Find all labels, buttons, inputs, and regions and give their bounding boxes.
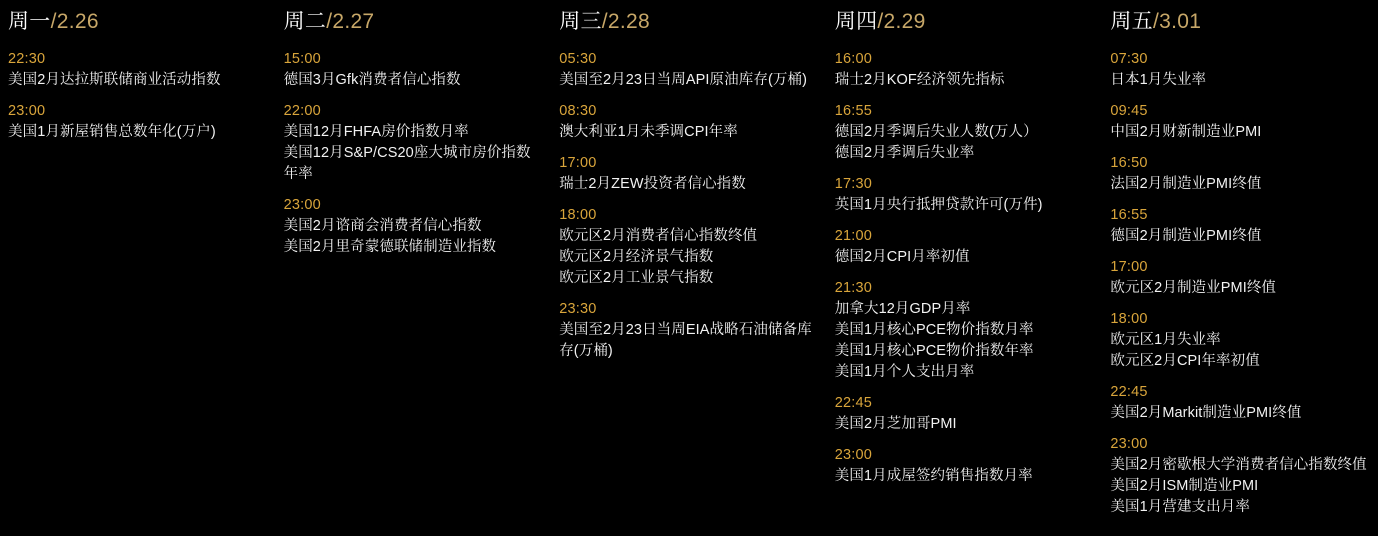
event-block [284, 102, 542, 185]
event-time: 22:45 [1110, 384, 1148, 400]
event-item: 英国1月央行抵押贷款许可(万件) [834, 197, 1043, 213]
event-block [8, 102, 266, 143]
event-items [835, 70, 1093, 91]
event-time: 23:00 [834, 447, 873, 463]
event-items [559, 122, 817, 143]
event-items [1110, 403, 1368, 424]
event-items [284, 70, 542, 91]
event-items [559, 174, 817, 195]
event-item: 欧元区1月失业率 [1110, 332, 1221, 348]
event-time: 17:00 [1110, 259, 1148, 275]
event-items [8, 70, 266, 91]
event-items [1110, 70, 1368, 91]
day-column-thursday [827, 8, 1103, 536]
event-items [8, 122, 266, 143]
event-item: 美国2月达拉斯联储商业活动指数 [8, 72, 221, 88]
event-time: 18:00 [1110, 311, 1148, 327]
event-items [559, 320, 817, 362]
event-items [1110, 122, 1368, 143]
event-block [1110, 258, 1368, 299]
event-item: 美国2月ISM制造业PMI [1110, 478, 1259, 494]
day-name: 周四 [834, 10, 878, 33]
event-block [835, 446, 1093, 487]
event-block [284, 196, 542, 258]
event-item: 美国1月核心PCE物价指数月率 [834, 322, 1034, 338]
event-time: 16:55 [1110, 207, 1148, 223]
event-item: 欧元区2月消费者信心指数终值 [559, 228, 758, 244]
event-items [1110, 330, 1368, 372]
day-date: /2.27 [326, 10, 375, 33]
event-time: 21:30 [834, 280, 873, 296]
day-date: /3.01 [1152, 10, 1202, 33]
event-time: 08:30 [559, 103, 597, 119]
event-item: 美国12月S&P/CS20座大城市房价指数年率 [283, 145, 531, 182]
event-item: 美国1月新屋销售总数年化(万户) [8, 124, 216, 140]
event-item: 美国2月芝加哥PMI [834, 416, 957, 432]
day-header-tuesday [284, 8, 542, 36]
event-time: 05:30 [559, 51, 597, 67]
event-block [1110, 206, 1368, 247]
event-item: 美国12月FHFA房价指数月率 [283, 124, 469, 140]
day-column-monday [0, 8, 276, 536]
event-block [1110, 102, 1368, 143]
event-block [559, 300, 817, 362]
day-date: /2.29 [877, 10, 926, 33]
event-item: 德国2月季调后失业人数(万人） [834, 124, 1038, 140]
event-block [1110, 50, 1368, 91]
event-items [1110, 455, 1368, 518]
event-block [559, 50, 817, 91]
event-block [835, 175, 1093, 216]
event-item: 德国3月Gfk消费者信心指数 [283, 72, 461, 88]
day-name: 周三 [559, 10, 602, 33]
event-time: 16:50 [1110, 155, 1148, 171]
event-items [835, 466, 1093, 487]
day-name: 周二 [283, 10, 327, 33]
event-items [835, 414, 1093, 435]
event-time: 17:30 [834, 176, 873, 192]
day-name: 周一 [8, 10, 51, 33]
event-item: 美国1月营建支出月率 [1110, 499, 1250, 515]
event-item: 瑞士2月KOF经济领先指标 [834, 72, 1005, 88]
event-time: 23:00 [1110, 436, 1148, 452]
event-item: 德国2月季调后失业率 [834, 145, 975, 161]
event-time: 22:00 [283, 103, 321, 119]
event-item: 德国2月制造业PMI终值 [1110, 228, 1262, 244]
day-name: 周五 [1110, 10, 1153, 33]
day-column-friday [1102, 8, 1378, 536]
event-item: 加拿大12月GDP月率 [834, 301, 971, 317]
event-item: 美国2月里奇蒙德联储制造业指数 [283, 239, 497, 255]
event-items [1110, 278, 1368, 299]
event-time: 23:30 [559, 301, 597, 317]
event-time: 23:00 [8, 103, 46, 119]
day-header-monday [8, 8, 266, 36]
event-block [8, 50, 266, 91]
event-item: 中国2月财新制造业PMI [1110, 124, 1262, 140]
event-time: 22:45 [834, 395, 873, 411]
event-item: 澳大利亚1月未季调CPI年率 [559, 124, 738, 140]
event-item: 美国2月密歇根大学消费者信心指数终值 [1110, 457, 1367, 473]
day-header-thursday [835, 8, 1093, 36]
event-time: 15:00 [283, 51, 321, 67]
event-time: 23:00 [283, 197, 321, 213]
event-block [1110, 435, 1368, 518]
event-block [1110, 154, 1368, 195]
event-block [835, 50, 1093, 91]
event-item: 瑞士2月ZEW投资者信心指数 [559, 176, 746, 192]
day-header-friday [1110, 8, 1368, 36]
event-item: 欧元区2月制造业PMI终值 [1110, 280, 1277, 296]
event-item: 美国2月谘商会消费者信心指数 [283, 218, 482, 234]
event-items [284, 122, 542, 185]
event-block [835, 227, 1093, 268]
event-block [835, 394, 1093, 435]
event-item: 日本1月失业率 [1110, 72, 1207, 88]
event-items [1110, 174, 1368, 195]
event-time: 09:45 [1110, 103, 1148, 119]
event-block [835, 102, 1093, 164]
event-items [559, 226, 817, 289]
day-date: /2.26 [50, 10, 99, 33]
event-item: 美国1月个人支出月率 [834, 364, 975, 380]
event-time: 22:30 [8, 51, 46, 67]
event-item: 欧元区2月CPI年率初值 [1110, 353, 1260, 369]
event-items [284, 216, 542, 258]
day-date: /2.28 [601, 10, 651, 33]
event-item: 法国2月制造业PMI终值 [1110, 176, 1262, 192]
event-block [559, 154, 817, 195]
day-column-wednesday [551, 8, 827, 536]
event-items [835, 299, 1093, 383]
event-item: 德国2月CPI月率初值 [834, 249, 970, 265]
event-block [559, 102, 817, 143]
event-time: 16:00 [834, 51, 873, 67]
event-items [1110, 226, 1368, 247]
event-item: 欧元区2月工业景气指数 [559, 270, 714, 286]
event-items [835, 195, 1093, 216]
event-item: 美国2月Markit制造业PMI终值 [1110, 405, 1302, 421]
event-block [284, 50, 542, 91]
event-item: 美国至2月23日当周EIA战略石油储备库存(万桶) [559, 322, 812, 359]
event-time: 18:00 [559, 207, 597, 223]
event-items [559, 70, 817, 91]
event-time: 17:00 [559, 155, 597, 171]
event-time: 07:30 [1110, 51, 1148, 67]
event-item: 美国至2月23日当周API原油库存(万桶) [559, 72, 808, 88]
event-time: 16:55 [834, 103, 873, 119]
event-item: 美国1月成屋签约销售指数月率 [834, 468, 1033, 484]
event-item: 欧元区2月经济景气指数 [559, 249, 714, 265]
event-items [835, 247, 1093, 268]
event-block [1110, 383, 1368, 424]
event-items [835, 122, 1093, 164]
day-column-tuesday [276, 8, 552, 536]
event-block [559, 206, 817, 289]
event-block [835, 279, 1093, 383]
event-block [1110, 310, 1368, 372]
event-time: 21:00 [834, 228, 873, 244]
event-item: 美国1月核心PCE物价指数年率 [834, 343, 1034, 359]
day-header-wednesday [559, 8, 817, 36]
